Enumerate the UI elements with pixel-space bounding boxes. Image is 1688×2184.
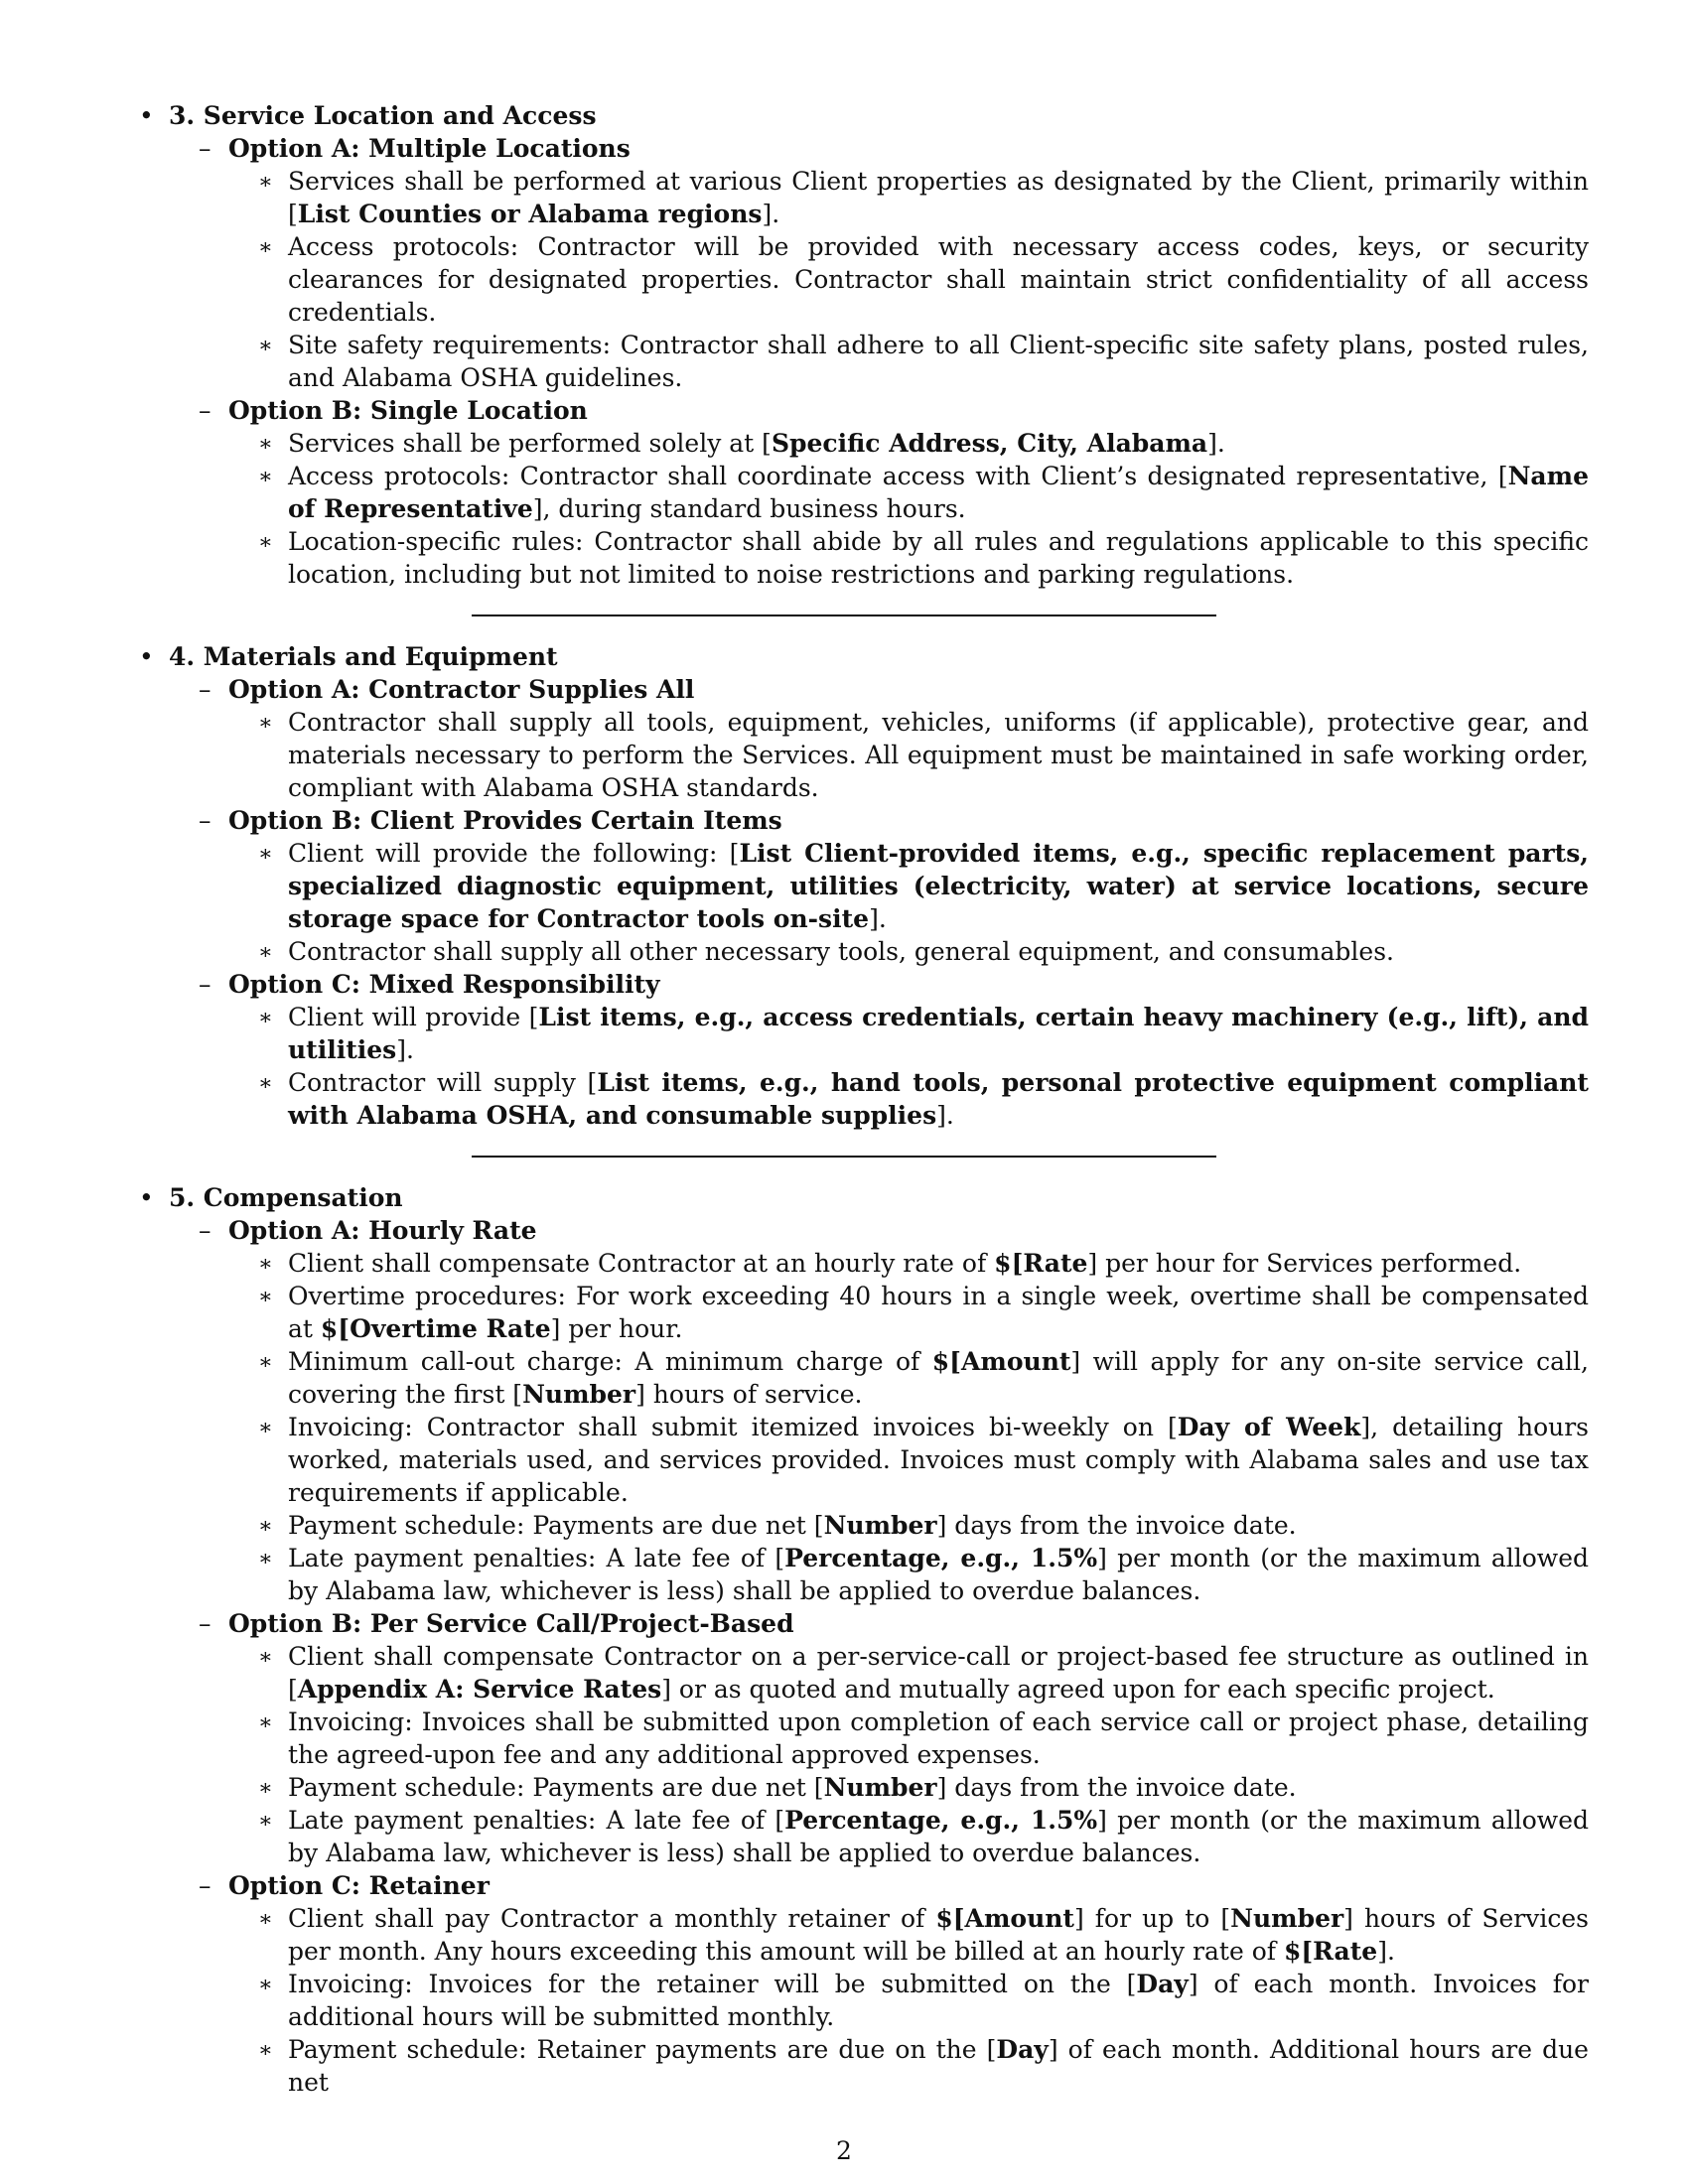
clause-text: ] for up to [ bbox=[1073, 1904, 1231, 1933]
clause-text: ] hours of service. bbox=[635, 1380, 863, 1409]
option bbox=[199, 1607, 1589, 1869]
placeholder-text: $[Rate bbox=[1283, 1937, 1378, 1966]
clause-text: Invoicing: Invoices for the retainer will be submitted on the [ bbox=[288, 1970, 1137, 1998]
clause-text: Services shall be performed at various Client properties as designated by the Client, primarily within [ bbox=[288, 167, 1589, 228]
list-item bbox=[258, 525, 1589, 591]
clause-text: Invoicing: Invoices shall be submitted upon completion of each service call or project phase, detailing the agreed-upon fee and any additional approved expenses. bbox=[288, 1707, 1589, 1769]
clause-text: ] or as quoted and mutually agreed upon for each specific project. bbox=[661, 1675, 1495, 1704]
list-item bbox=[258, 427, 1589, 460]
placeholder-text: Name of Representative bbox=[288, 462, 1589, 523]
clause-text: Contractor shall supply all tools, equipment, vehicles, uniforms (if applicable), protective gear, and materials necessary to perform the Services. All equipment must be maintained in safe working order, compliant with Alabama OSHA standards. bbox=[288, 708, 1589, 802]
option-title: – Option B: Single Location bbox=[199, 394, 1589, 427]
list-item bbox=[258, 1066, 1589, 1132]
placeholder-text: Percentage, e.g., 1.5% bbox=[784, 1806, 1098, 1835]
option-title: – Option B: Client Provides Certain Items bbox=[199, 804, 1589, 837]
clause-text: ] of each month. Invoices for additional hours will be submitted monthly. bbox=[288, 1970, 1589, 2031]
placeholder-text: $[Overtime Rate bbox=[320, 1314, 551, 1343]
placeholder-text: List Client-provided items, e.g., specific replacement parts, specialized diagnostic equipment, utilities (electricity, water) at service locations, secure storage space for Contractor tools on-site bbox=[288, 839, 1589, 933]
placeholder-text: List items, e.g., hand tools, personal protective equipment compliant with Alabama OSHA, and consumable supplies bbox=[288, 1068, 1589, 1130]
list-item bbox=[258, 2033, 1589, 2099]
placeholder-text: Percentage, e.g., 1.5% bbox=[784, 1544, 1098, 1572]
option bbox=[199, 968, 1589, 1132]
list-item bbox=[258, 1640, 1589, 1706]
list-item bbox=[258, 706, 1589, 804]
option bbox=[199, 804, 1589, 968]
list-item bbox=[258, 1804, 1589, 1869]
clause-text: ] will apply for any on-site service call, covering the first [ bbox=[288, 1347, 1589, 1409]
clause-text: ], detailing hours worked, materials used, and services provided. Invoices must comply with Alabama sales and use tax requirements if applicable. bbox=[288, 1413, 1590, 1507]
option-title: – Option B: Per Service Call/Project-Based bbox=[199, 1607, 1589, 1640]
option-title: – Option C: Retainer bbox=[199, 1869, 1589, 1902]
clause-text: Overtime procedures: For work exceeding 40 hours in a single week, overtime shall be compensated at bbox=[288, 1282, 1589, 1343]
clause-text: Client shall compensate Contractor at an hourly rate of bbox=[288, 1249, 995, 1278]
section-title: • 4. Materials and Equipment bbox=[139, 640, 1589, 673]
document-body bbox=[139, 99, 1589, 2099]
placeholder-text: Number bbox=[522, 1380, 636, 1409]
clause-text: Access protocols: Contractor will be provided with necessary access codes, keys, or security clearances for designated properties. Contractor shall maintain strict confidentiality of all access credentials. bbox=[288, 232, 1589, 327]
placeholder-text: Number bbox=[823, 1773, 937, 1802]
clause-text: Payment schedule: Payments are due net [ bbox=[288, 1773, 824, 1802]
clause-text: ] hours of Services per month. Any hours exceeding this amount will be billed at an hourly rate of bbox=[288, 1904, 1589, 1966]
clause-text: ] per month (or the maximum allowed by Alabama law, whichever is less) shall be applied to overdue balances. bbox=[288, 1544, 1590, 1605]
clause-text: Minimum call-out charge: A minimum charge of bbox=[288, 1347, 932, 1376]
clause-text: Client shall pay Contractor a monthly retainer of bbox=[288, 1904, 936, 1933]
option bbox=[199, 1214, 1589, 1607]
clause-text: ]. bbox=[396, 1035, 414, 1064]
clause-text: ], during standard business hours. bbox=[532, 494, 966, 523]
section-divider bbox=[472, 1156, 1216, 1158]
clause-text: Contractor shall supply all other necessary tools, general equipment, and consumables. bbox=[288, 937, 1394, 966]
list-item bbox=[258, 1280, 1589, 1345]
list-item bbox=[258, 1771, 1589, 1804]
clause-text: ]. bbox=[936, 1101, 954, 1130]
clause-text: ] per hour for Services performed. bbox=[1087, 1249, 1522, 1278]
clause-text: Late payment penalties: A late fee of [ bbox=[288, 1544, 785, 1572]
clause-text: ]. bbox=[762, 200, 780, 228]
placeholder-text: Appendix A: Service Rates bbox=[297, 1675, 662, 1704]
placeholder-text: $[Rate bbox=[994, 1249, 1088, 1278]
list-item bbox=[258, 1902, 1589, 1968]
option-title: – Option C: Mixed Responsibility bbox=[199, 968, 1589, 1001]
list-item bbox=[258, 1411, 1589, 1509]
clause-text: Invoicing: Contractor shall submit itemized invoices bi-weekly on [ bbox=[288, 1413, 1178, 1441]
section bbox=[139, 1181, 1589, 2099]
placeholder-text: $[Amount bbox=[931, 1347, 1071, 1376]
section-title: • 3. Service Location and Access bbox=[139, 99, 1589, 132]
clause-text: ] per hour. bbox=[550, 1314, 683, 1343]
list-item bbox=[258, 1509, 1589, 1542]
list-item bbox=[258, 1247, 1589, 1280]
clause-text: ] per month (or the maximum allowed by Alabama law, whichever is less) shall be applied to overdue balances. bbox=[288, 1806, 1590, 1867]
list-item bbox=[258, 935, 1589, 968]
clause-text: Access protocols: Contractor shall coordinate access with Client’s designated representative, [ bbox=[288, 462, 1508, 490]
clause-text: ]. bbox=[869, 904, 887, 933]
option-title: – Option A: Contractor Supplies All bbox=[199, 673, 1589, 706]
list-item bbox=[258, 1542, 1589, 1607]
clause-text: Payment schedule: Payments are due net [ bbox=[288, 1511, 824, 1540]
list-item bbox=[258, 165, 1589, 230]
placeholder-text: Number bbox=[1230, 1904, 1344, 1933]
clause-text: Client will provide [ bbox=[288, 1003, 539, 1031]
clause-text: Client shall compensate Contractor on a per-service-call or project-based fee structure as outlined in [ bbox=[288, 1642, 1589, 1704]
clause-text: Location-specific rules: Contractor shall abide by all rules and regulations applicable to this specific location, including but not limited to noise restrictions and parking regulations. bbox=[288, 527, 1589, 589]
clause-text: Services shall be performed solely at [ bbox=[288, 429, 772, 458]
clause-text: Late payment penalties: A late fee of [ bbox=[288, 1806, 785, 1835]
clause-text: Contractor will supply [ bbox=[288, 1068, 598, 1097]
clause-text: Client will provide the following: [ bbox=[288, 839, 740, 868]
section-divider bbox=[472, 614, 1216, 616]
clause-text: ] days from the invoice date. bbox=[936, 1773, 1297, 1802]
list-item bbox=[258, 460, 1589, 525]
placeholder-text: Day bbox=[996, 2035, 1049, 2064]
clause-text: ] days from the invoice date. bbox=[936, 1511, 1297, 1540]
placeholder-text: $[Amount bbox=[935, 1904, 1074, 1933]
section bbox=[139, 640, 1589, 1132]
clause-text: ]. bbox=[1377, 1937, 1395, 1966]
clause-text: Site safety requirements: Contractor shall adhere to all Client-specific site safety plans, posted rules, and Alabama OSHA guidelines. bbox=[288, 331, 1589, 392]
list-item bbox=[258, 230, 1589, 329]
option bbox=[199, 132, 1589, 394]
option bbox=[199, 673, 1589, 804]
section bbox=[139, 99, 1589, 591]
list-item bbox=[258, 1345, 1589, 1411]
clause-text: ] of each month. Additional hours are due net bbox=[288, 2035, 1589, 2097]
option bbox=[199, 1869, 1589, 2099]
placeholder-text: Day of Week bbox=[1177, 1413, 1361, 1441]
clause-text: Payment schedule: Retainer payments are due on the [ bbox=[288, 2035, 997, 2064]
option-title: – Option A: Multiple Locations bbox=[199, 132, 1589, 165]
placeholder-text: Day bbox=[1136, 1970, 1189, 1998]
section-title: • 5. Compensation bbox=[139, 1181, 1589, 1214]
list-item bbox=[258, 1001, 1589, 1066]
placeholder-text: List items, e.g., access credentials, certain heavy machinery (e.g., lift), and utilities bbox=[288, 1003, 1589, 1064]
option bbox=[199, 394, 1589, 591]
list-item bbox=[258, 837, 1589, 935]
clause-text: ]. bbox=[1207, 429, 1225, 458]
list-item bbox=[258, 1706, 1589, 1771]
list-item bbox=[258, 329, 1589, 394]
page-number: 2 bbox=[836, 2136, 852, 2165]
placeholder-text: List Counties or Alabama regions bbox=[297, 200, 763, 228]
placeholder-text: Number bbox=[823, 1511, 937, 1540]
list-item bbox=[258, 1968, 1589, 2033]
placeholder-text: Specific Address, City, Alabama bbox=[771, 429, 1208, 458]
option-title: – Option A: Hourly Rate bbox=[199, 1214, 1589, 1247]
